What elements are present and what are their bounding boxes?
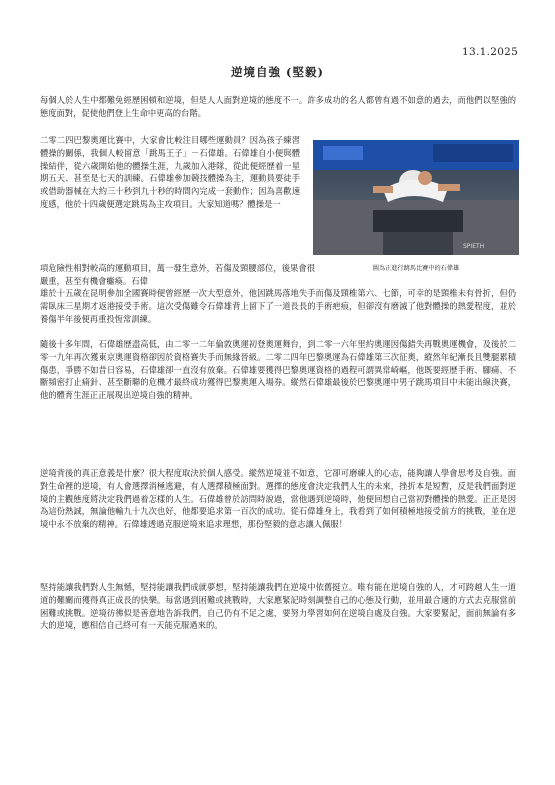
paragraph-olympics-part2: 項危險性相對較高的運動項目，萬一發生意外，若傷及頸腰部位，後果會很嚴重，甚至有機會癱瘓。石偉 (40, 263, 315, 286)
paragraph-meaning: 逆境背後的真正意義是什麼？很大程度取決於個人感受。縱然逆境並不如意，它卻可磨練人的心志，能夠讓人學會思考及自強。面對生命裡的逆境，有人會選擇消極逃避，有人選擇積極面對。選擇的態度會決定我們人生的未來，挫折本是短暫，反是我們面對逆境的主觀態度將決定我們過着怎樣的人生。石偉雄曾於訪問時說過，當他遇到逆境時，他便回想自己當初對體操的熱愛。正正是因為這份熱誠，無論他輸九十九次也好，他都要追求第一百次的成功。從石偉雄身上，我看到了如何積極地接受前方的挑戰，並在逆境中永不放棄的精神。石偉雄透過克服逆境來追求理想，那份堅毅的意志讓人佩服！ (40, 468, 516, 530)
photo-caption: 圖為正進行跳馬比賽中的石偉雄 (372, 265, 460, 272)
paragraph-conclusion: 堅持能讓我們對人生無憾，堅持能讓我們成就夢想，堅持能讓我們在逆境中依舊挺立。唯有能在逆境自強的人，才可跨越人生一道道的難關而獲得真正成長的快樂。每當遇到困難或挑戰時，大家應緊記時刻調整自己的心態及行動，並用最合適的方式去克服當前困難或挑戰。逆境彷彿似是善意地告訴我們，自己仍有不足之處，要努力學習如何在逆境自處及自強。大家要緊記，面前無論有多大的逆境，應相信自己終可有一天能克服過來的。 (40, 582, 516, 631)
paragraph-intro: 每個人於人生中都難免經歷困頓和逆境，但是人人面對逆境的態度不一。許多成功的名人都曾有過不如意的過去，而他們以堅強的態度面對，促使他們登上生命中更高的台階。 (40, 95, 516, 118)
athlete-photo (313, 140, 519, 255)
document-title: 逆境自強 (堅毅) (231, 65, 324, 79)
document-date: 13.1.2025 (462, 46, 519, 58)
paragraph-olympics-part3: 雄於十五歲在昆明參加全國賽時便曾經歷一次大型意外，他因跳馬落地失手而傷及頸椎第六、七節，可幸的是頸椎未有骨折，但仍需臥床三星期才返港接受手術。這次受傷雖令石偉雄背上留下了一道長長的手術疤痕，但卻沒有磨滅了他對體操的熱愛程度，並於養傷半年後便再重投恆常訓練。 (40, 288, 516, 324)
gymnast-image (313, 140, 519, 255)
photo-banner-text: SPIETH (463, 243, 485, 250)
paragraph-career: 隨後十多年間，石偉雄歷盡高低，由二零一二年倫敦奧運初登奧運舞台，到二零一六年里約奧運因傷錯失再戰奧運機會，及後於二零一九年再次獲東京奧運資格卻因於資格賽失手而無緣晉級。二零二四年巴黎奧運為石偉雄第三次征奧，縱然年紀漸長且雙腿累積傷患，爭勝不如昔日容易，石偉雄卻一直沒有放棄。石偉雄要獲得巴黎奧運資格的過程可謂異常崎嶇，他既要經歷手術、腳痛、不斷頻密打止痛針、甚至斷聯的危機才最終成功獲得巴黎奧運入場券。縱然石偉雄最後於巴黎奧運中男子跳馬項目中未能出線決賽，他的體育生涯正正展現出逆境自強的精神。 (40, 339, 516, 401)
paragraph-olympics-part1: 二零二四巴黎奧運比賽中，大家會比較注目哪些運動員？因為孩子練習體操的關係，我個人較留意「跳馬王子」－石偉雄。石偉雄自小便與體操結伴，從六歲開始他的體操生涯，九歲加入港隊，從此便經歷着一星期五天、甚至是七天的訓練。石偉雄參加競技體操為主，運動員要徒手或借助器械在大約三十秒到九十秒的時間內完成一套動作；因為喜歡速度感，他於十四歲便選定跳馬為主攻項目。大家知道嗎？體操是一 (40, 135, 300, 209)
